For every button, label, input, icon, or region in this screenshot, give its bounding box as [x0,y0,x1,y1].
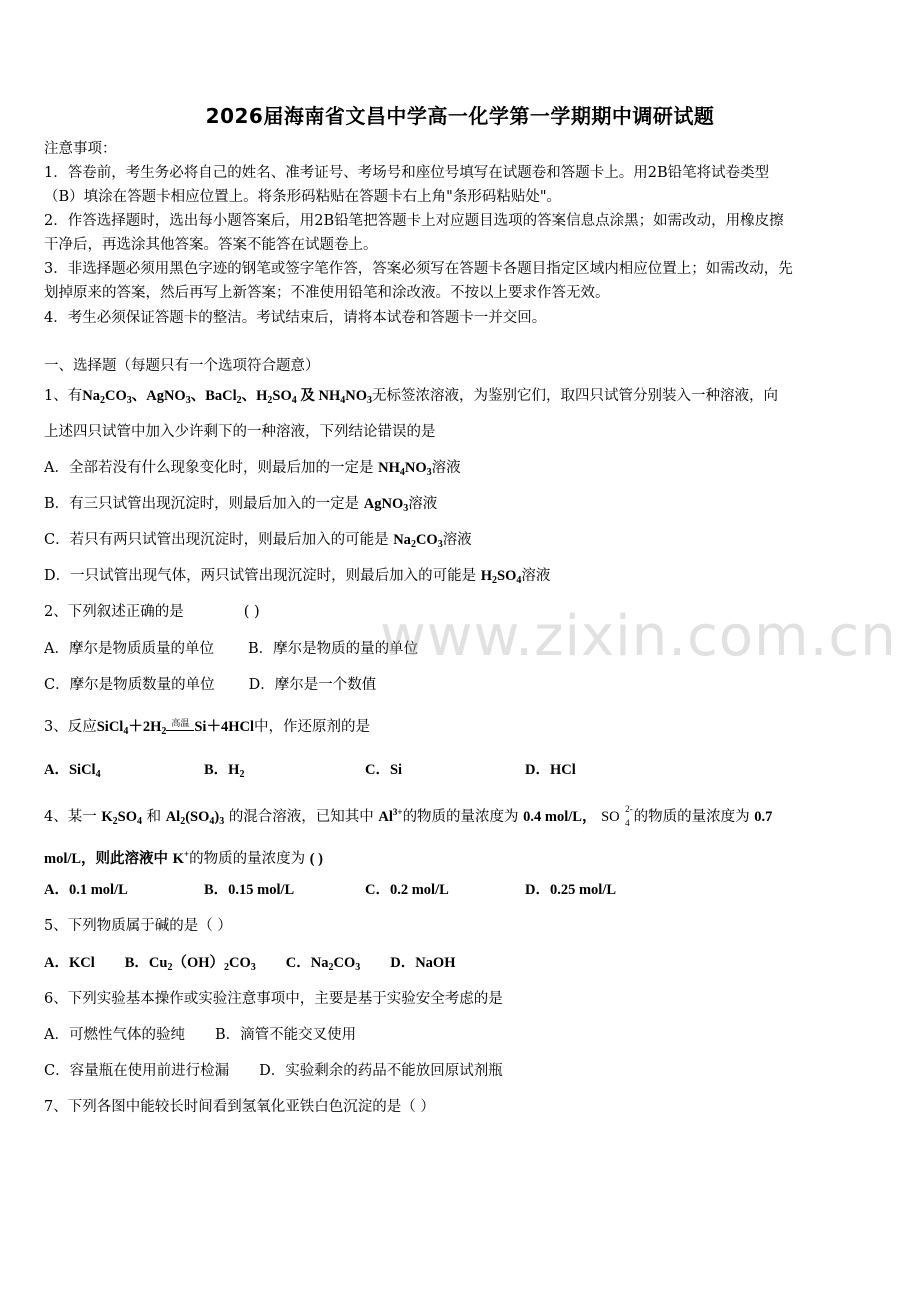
q5-stem: 5、下列物质属于碱的是（ ） [44,918,232,934]
q4-option-b: B．0.15 mol/L [204,882,295,898]
section-heading: 一、选择题（每题只有一个选项符合题意） [44,358,320,374]
notice-line-2: （B）填涂在答题卡相应位置上。将条形码粘贴在答题卡右上角"条形码粘贴处"。 [44,189,561,205]
q3-stem: 3、反应$SiCl_4+2H_2$ 高温 Si＋4HCl中，作还原剂的是 [44,719,370,737]
notice-line-5: 3．非选择题必须用黑色字迹的钢笔或签字笔作答，答案必须写在答题卡各题目指定区域内相应位置上；如需改动，先 [44,261,793,277]
q2-stem: 2、下列叙述正确的是 ( ) [44,604,260,620]
q4-option-a: A．0.1 mol/L [44,882,128,898]
q5-options: A．KCl B．$Cu_2(OH)_2CO_3$ C．$Na_2CO_3$ D．NaOH [44,955,456,973]
q3-option-c: C．Si [365,762,403,778]
q2-options-ab: A．摩尔是物质质量的单位 B．摩尔是物质的量的单位 [44,641,419,657]
q1-stem-line-1: 1、有$Na_2CO_3$、AgNO$_3$、BaCl$_2$、$H_2SO_4$ 及 $NH_4NO_3$无标签浓溶液，为鉴别它们，取四只试管分别装入一种溶液，向 [44,388,778,406]
notice-line-7: 4．考生必须保证答题卡的整洁。考试结束后，请将本试卷和答题卡一并交回。 [44,310,547,326]
q1-stem-line-2: 上述四只试管中加入少许剩下的一种溶液，下列结论错误的是 [44,424,436,440]
q4-stem-line-2: mol/L，则此溶液中 K+的物质的量浓度为 ( ) [44,849,323,867]
q3-option-b: B．$H_2$ [204,762,245,780]
notice-line-1: 1．答卷前，考生务必将自己的姓名、准考证号、考场号和座位号填写在试题卷和答题卡上。用2B铅笔将试卷类型 [44,165,770,181]
q6-options-ab: A．可燃性气体的验纯 B．滴管不能交叉使用 [44,1027,357,1043]
watermark: www.zixin.com.cn [380,604,897,669]
q1-option-b: B．有三只试管出现沉淀时，则最后加入的一定是 AgNO$_3$溶液 [44,496,438,514]
q7-stem: 7、下列各图中能较长时间看到氢氧化亚铁白色沉淀的是（ ） [44,1099,435,1115]
sulfate-ion-formula: SO 2- 4 [601,804,633,828]
notice-heading: 注意事项： [44,141,117,157]
q3-option-a: A．SiCl$_4$ [44,762,101,780]
notice-line-3: 2．作答选择题时，选出每小题答案后，用2B铅笔把答题卡上对应题目选项的答案信息点涂黑；如需改动，用橡皮擦 [44,213,784,229]
notice-line-6: 划掉原来的答案，然后再写上新答案；不准使用铅笔和涂改液。不按以上要求作答无效。 [44,285,610,301]
q2-options-cd: C．摩尔是物质数量的单位 D．摩尔是一个数值 [44,677,377,693]
q3-option-d: D．HCl [525,762,576,778]
notice-line-4: 干净后，再选涂其他答案。答案不能答在试题卷上。 [44,237,378,253]
q1-option-a: A．全部若没有什么现象变化时，则最后加的一定是 $NH_4NO_3$溶液 [44,460,461,478]
q1-option-c: C．若只有两只试管出现沉淀时，则最后加入的可能是 $Na_2CO_3$溶液 [44,532,472,550]
q4-option-c: C．0.2 mol/L [365,882,449,898]
q4-stem-line-1: 4、某一 $K_2SO_4$ 和 $Al_2(SO_4)_3$ 的混合溶液，已知其中 $Al^{3+}$的物质的量浓度为 0.4 mol/L， SO 2- 4 的物质的量浓度为 0.7 [44,804,773,828]
q4-option-d: D．0.25 mol/L [525,882,617,898]
q6-options-cd: C．容量瓶在使用前进行检漏 D．实验剩余的药品不能放回原试剂瓶 [44,1063,503,1079]
q1-option-d: D．一只试管出现气体，两只试管出现沉淀时，则最后加入的可能是 $H_2SO_4$溶液 [44,568,551,586]
q6-stem: 6、下列实验基本操作或实验注意事项中，主要是基于实验安全考虑的是 [44,991,503,1007]
page-title: 2026届海南省文昌中学高一化学第一学期期中调研试题 [205,104,715,128]
reaction-condition-arrow: 高温 [166,728,194,731]
